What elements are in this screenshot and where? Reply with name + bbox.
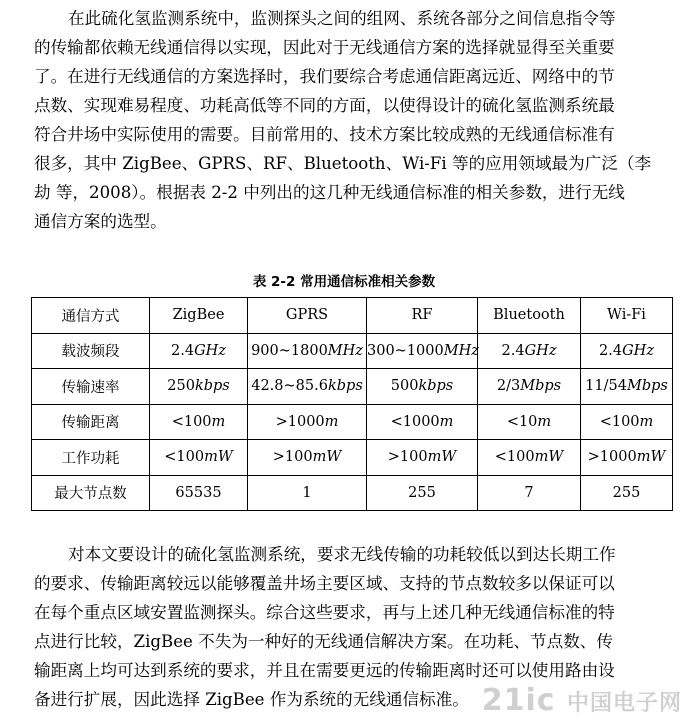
table-cell: 11/54Mbps	[581, 369, 673, 405]
header-cell: 通信方式	[32, 298, 150, 334]
intro-paragraph	[34, 4, 664, 236]
text-line: 劫 等，2008）。根据表 2-2 中列出的这几种无线通信标准的相关参数，进行无线	[34, 183, 625, 202]
text-line: 在每个重点区域安置监测探头。综合这些要求，再与上述几种无线通信标准的特	[34, 603, 615, 622]
text-line: 通信方案的选型。	[34, 212, 167, 231]
table-cell: <10m	[478, 404, 581, 440]
text-line: 了。在进行无线通信的方案选择时，我们要综合考虑通信距离远近、网络中的节	[34, 67, 615, 86]
text-line: 符合井场中实际使用的需要。目前常用的、技术方案比较成熟的无线通信标准有	[34, 125, 615, 144]
row-label: 工作功耗	[32, 440, 150, 476]
table-cell: 900~1800MHz	[248, 333, 367, 369]
table-cell: 1	[248, 475, 367, 511]
table-cell: <100mW	[478, 440, 581, 476]
watermark-subtext: 中国电子网	[566, 691, 682, 716]
text-line: 备进行扩展，因此选择 ZigBee 作为系统的无线通信标准。	[34, 690, 469, 709]
table-cell: 2/3Mbps	[478, 369, 581, 405]
watermark-logo	[482, 683, 682, 718]
row-label: 传输距离	[32, 404, 150, 440]
table-cell: 42.8~85.6kbps	[248, 369, 367, 405]
table-cell: 500kbps	[367, 369, 478, 405]
table-cell: 2.4GHz	[150, 333, 248, 369]
table-cell: >100mW	[367, 440, 478, 476]
table-cell: <100mW	[150, 440, 248, 476]
table-cell: 250kbps	[150, 369, 248, 405]
table-cell: 300~1000MHz	[367, 333, 478, 369]
text-line: 点数、实现难易程度、功耗高低等不同的方面，以使得设计的硫化氢监测系统最	[34, 96, 615, 115]
text-line: 的传输都依赖无线通信得以实现，因此对于无线通信方案的选择就显得至关重要	[34, 38, 615, 57]
header-cell: ZigBee	[150, 298, 248, 334]
table-cell: <100m	[150, 404, 248, 440]
table-cell: >100mW	[248, 440, 367, 476]
header-cell: RF	[367, 298, 478, 334]
text-line: 在此硫化氢监测系统中，监测探头之间的组网、系统各部分之间信息指令等	[68, 9, 616, 28]
row-label: 载波频段	[32, 333, 150, 369]
header-cell: Bluetooth	[478, 298, 581, 334]
text-line: 很多，其中 ZigBee、GPRS、RF、Bluetooth、Wi-Fi 等的应用领域最为广泛（李	[34, 154, 652, 173]
table-cell: 65535	[150, 475, 248, 511]
row-label: 传输速率	[32, 369, 150, 405]
table-row	[32, 404, 673, 440]
header-cell: GPRS	[248, 298, 367, 334]
table-cell: >1000m	[248, 404, 367, 440]
watermark-text: 21ic	[481, 683, 556, 718]
row-label: 最大节点数	[32, 475, 150, 511]
table-row	[32, 369, 673, 405]
text-line: 对本文要设计的硫化氢监测系统，要求无线传输的功耗较低以到达长期工作	[68, 545, 616, 564]
table-cell: >1000mW	[581, 440, 673, 476]
table-caption: 表 2-2 常用通信标准相关参数	[252, 274, 436, 290]
table-row	[32, 475, 673, 511]
table-cell: <100m	[581, 404, 673, 440]
table-row	[32, 440, 673, 476]
table-header-row	[32, 298, 673, 334]
table-cell: 2.4GHz	[478, 333, 581, 369]
comm-standards-table	[31, 297, 673, 511]
text-line: 的要求、传输距离较远以能够覆盖井场主要区域、支持的节点数较多以保证可以	[34, 574, 615, 593]
table-cell: 2.4GHz	[581, 333, 673, 369]
table-cell: 7	[478, 475, 581, 511]
table-row	[32, 333, 673, 369]
table-cell: <1000m	[367, 404, 478, 440]
text-line: 输距离上均可达到系统的要求，并且在需要更远的传输距离时还可以使用路由设	[34, 661, 615, 680]
header-cell: Wi-Fi	[581, 298, 673, 334]
table-cell: 255	[367, 475, 478, 511]
table-cell: 255	[581, 475, 673, 511]
text-line: 点进行比较，ZigBee 不失为一种好的无线通信解决方案。在功耗、节点数、传	[34, 632, 613, 651]
